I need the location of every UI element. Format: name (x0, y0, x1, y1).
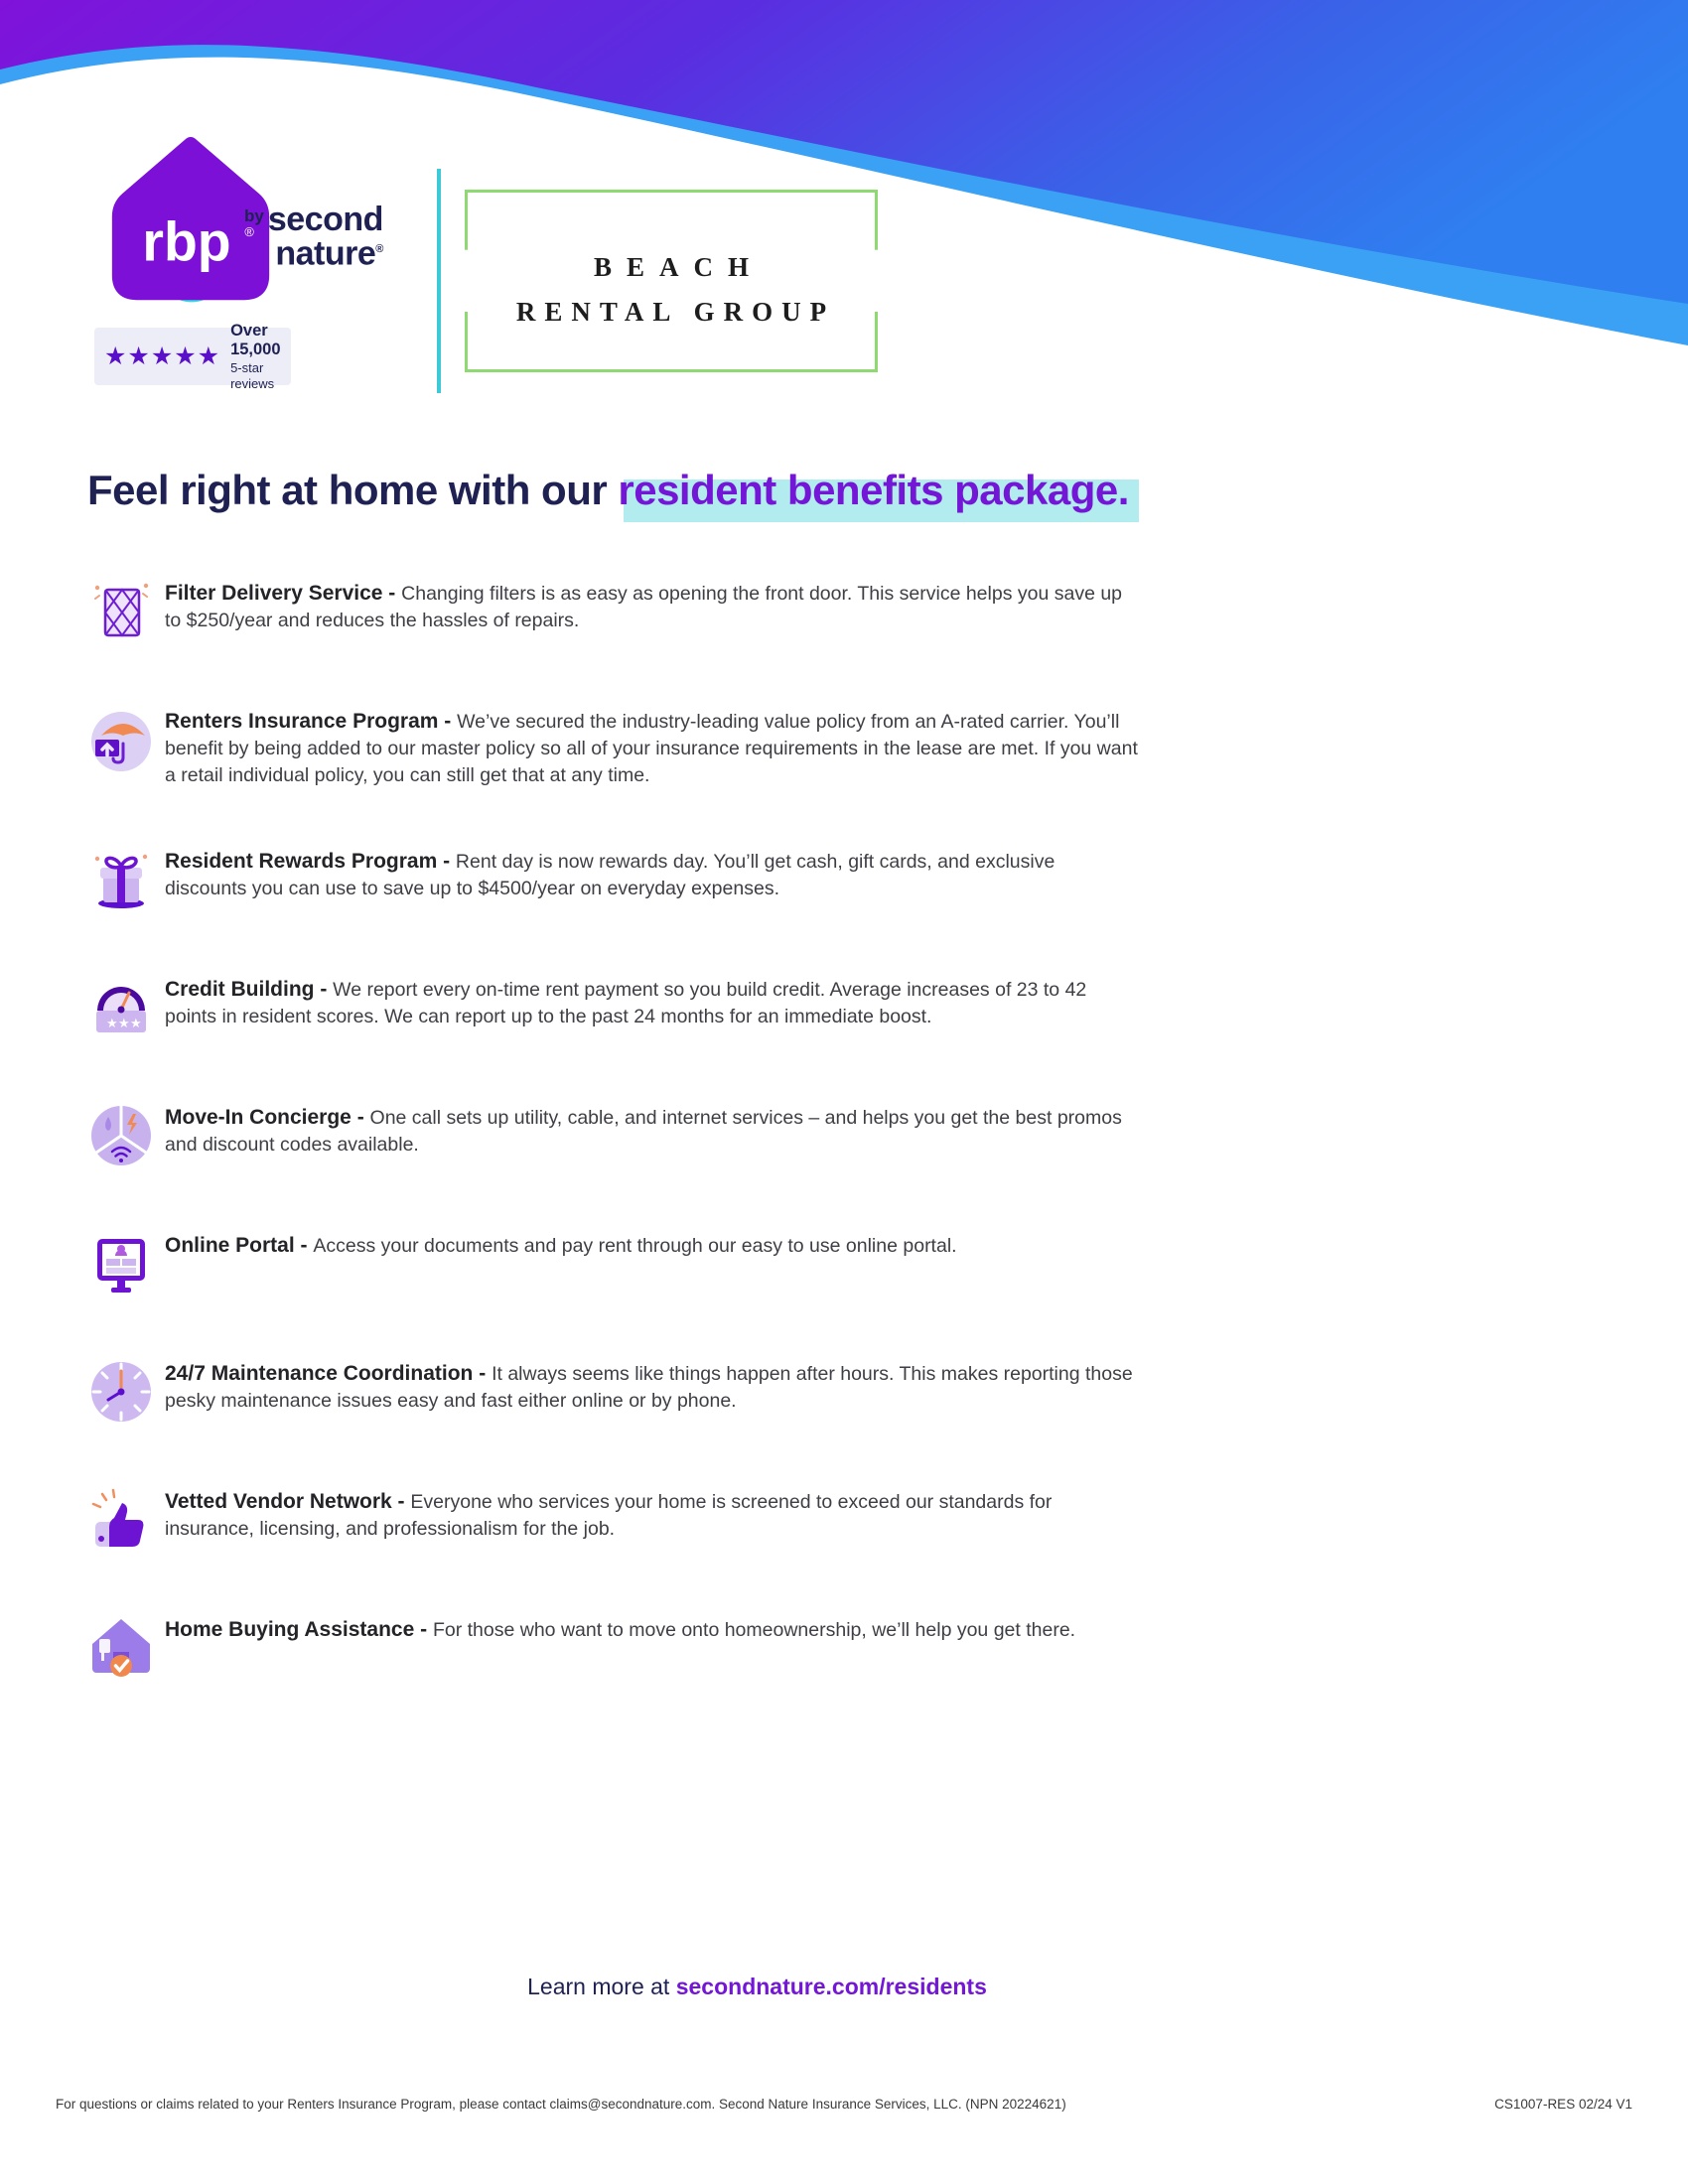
benefit-description: We’ve secured the industry-leading value policy from an A-rated carrier. You’ll benefit by being added to our master policy so all of your insurance requirements in the lease are met. If you want a retail individual policy, you can still get that at any time. (165, 711, 1138, 786)
secondnature-residents-link[interactable]: secondnature.com/residents (675, 1974, 987, 1999)
benefit-item (87, 578, 1150, 649)
benefit-description: For those who want to move onto homeownership, we’ll help you get there. (432, 1619, 1076, 1641)
benefit-title: Home Buying Assistance - (165, 1618, 433, 1641)
fine-print (56, 2097, 1632, 2112)
benefit-title: Credit Building - (165, 978, 334, 1001)
benefit-item (87, 1486, 1150, 1558)
wordmark-by: by (244, 206, 264, 225)
wordmark-line2: nature® (275, 234, 383, 273)
wordmark-line1: second (267, 201, 383, 238)
benefit-description: Changing filters is as easy as opening the front door. This service helps you save up to $250/year and reduces the hassles of repairs. (165, 583, 1123, 631)
page-title (87, 467, 1577, 514)
reviews-badge (94, 321, 291, 391)
fine-print-right: CS1007-RES 02/24 V1 (1494, 2097, 1632, 2112)
partner-name-line1: BEACH (593, 252, 765, 282)
fine-print-left: For questions or claims related to your Renters Insurance Program, please contact claims@secondnature.com. Second Nature Insurance Services, LLC. (NPN 20224621) (56, 2097, 1066, 2112)
monitor-icon (87, 1230, 165, 1297)
partner-name-line2: RENTAL GROUP (515, 297, 836, 327)
benefit-item (87, 846, 1150, 917)
vertical-divider (437, 169, 441, 393)
benefit-description: Access your documents and pay rent through our easy to use online portal. (313, 1235, 957, 1257)
benefit-item (87, 1614, 1150, 1686)
benefit-description: One call sets up utility, cable, and internet services – and helps you get the best promos and discount codes available. (165, 1107, 1122, 1156)
benefit-item (87, 706, 1150, 789)
utilities-icon (87, 1102, 165, 1169)
five-stars-icon: ★★★★★ (104, 341, 221, 370)
benefit-item (87, 1230, 1150, 1301)
svg-text:®: ® (244, 223, 254, 239)
gift-icon (87, 846, 165, 913)
svg-text:★: ★ (118, 1016, 130, 1030)
benefit-description: Rent day is now rewards day. You’ll get cash, gift cards, and exclusive discounts you can use to save up to $4500/year on everyday expenses. (165, 851, 1055, 899)
benefit-item (87, 1102, 1150, 1173)
learn-more-prefix: Learn more at (527, 1974, 676, 1999)
benefit-description: We report every on-time rent payment so you build credit. Average increases of 23 to 42 points in resident scores. We can report up to the past 24 months for an immediate boost. (165, 979, 1087, 1027)
second-nature-wordmark (244, 201, 383, 273)
benefit-title: Online Portal - (165, 1234, 314, 1257)
headline-prefix: Feel right at home with our (87, 467, 619, 513)
benefit-title: Move-In Concierge - (165, 1106, 370, 1129)
thumbs-up-icon (87, 1486, 165, 1554)
benefit-description: Everyone who services your home is screened to exceed our standards for insurance, licensing, and professionalism for the job. (165, 1491, 1053, 1540)
svg-text:rbp: rbp (142, 210, 231, 273)
benefit-title: Renters Insurance Program - (165, 710, 458, 733)
partner-logo-beach-rental-group (465, 190, 878, 372)
benefits-list (87, 578, 1150, 1742)
benefit-item (87, 1358, 1150, 1430)
svg-text:★: ★ (106, 1016, 118, 1030)
headline-highlight: resident benefits package. (618, 467, 1129, 513)
reviews-count: Over 15,000 (230, 321, 281, 359)
benefit-title: Vetted Vendor Network - (165, 1490, 411, 1513)
benefit-title: 24/7 Maintenance Coordination - (165, 1362, 492, 1385)
house-check-icon (87, 1614, 165, 1682)
benefit-description: It always seems like things happen after hours. This makes reporting those pesky maintenance issues easy and fast either online or by phone. (165, 1363, 1133, 1412)
reviews-label: 5-star reviews (230, 360, 275, 391)
clock-icon (87, 1358, 165, 1426)
learn-more-line (0, 1974, 1688, 2000)
filter-icon (87, 578, 165, 645)
umbrella-insurance-icon (87, 706, 165, 773)
benefit-title: Filter Delivery Service - (165, 582, 402, 605)
registered-mark: ® (375, 243, 383, 255)
benefit-title: Resident Rewards Program - (165, 850, 456, 873)
svg-text:★: ★ (130, 1016, 142, 1030)
credit-gauge-icon (87, 974, 165, 1041)
benefit-item (87, 974, 1150, 1045)
